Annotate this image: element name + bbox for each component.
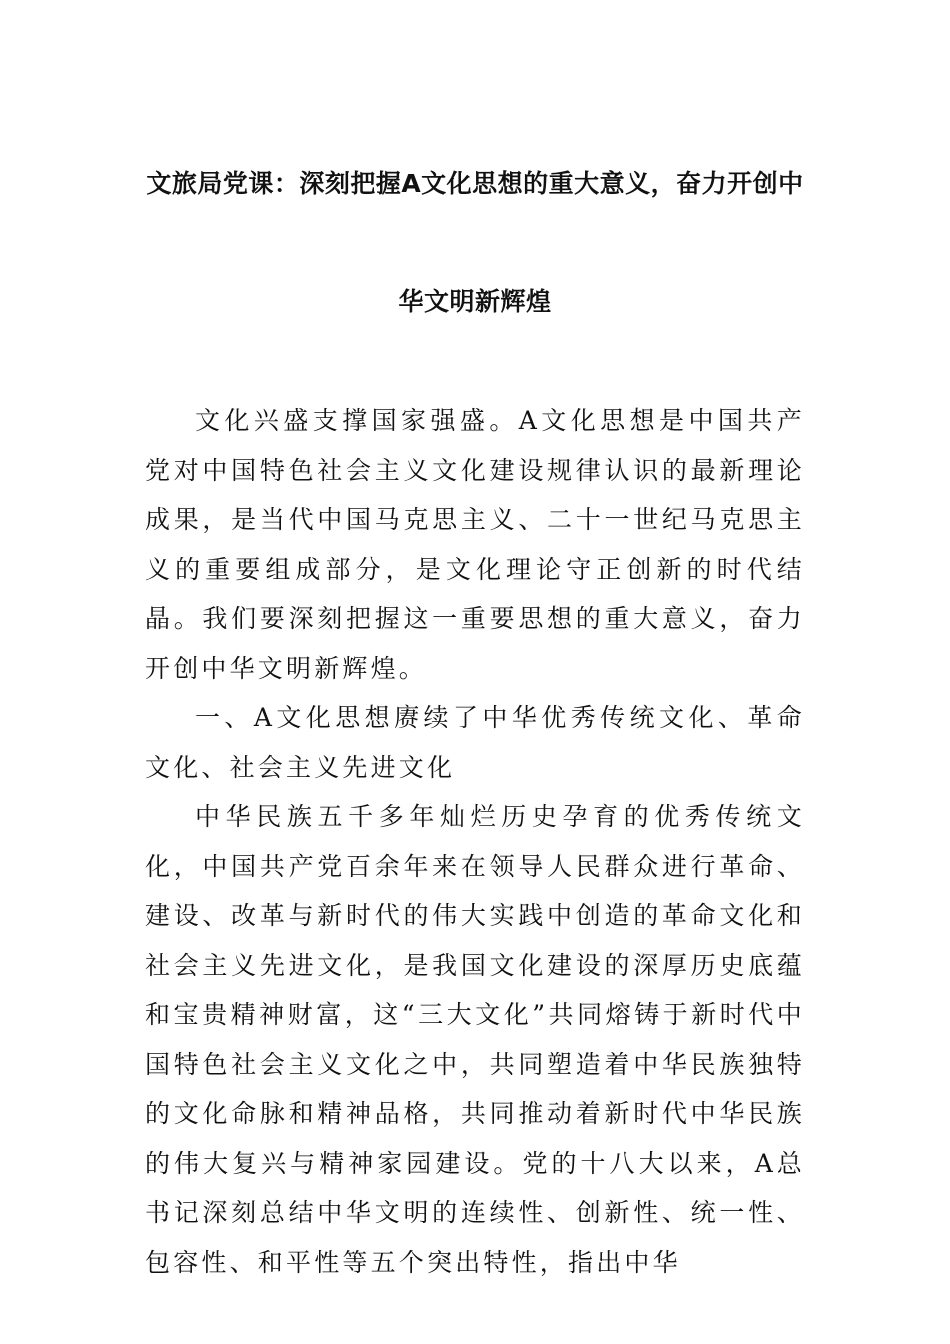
body-paragraph: 中华民族五千多年灿烂历史孕育的优秀传统文化，中国共产党百余年来在领导人民群众进行革命、建设、改革与新时代的伟大实践中创造的革命文化和社会主义先进文化，是我国文化建设的深厚历史底蕴和宝贵精神财富，这“三大文化”共同熔铸于新时代中国特色社会主义文化之中，共同塑造着中华民族独特的文化命脉和精神品格，共同推动着新时代中华民族的伟大复兴与精神家园建设。党的十八大以来，A总书记深刻总结中华文明的连续性、创新性、统一性、包容性、和平性等五个突出特性，指出中华: [145, 802, 805, 1277]
document-title-line-1: 文旅局党课：深刻把握A文化思想的重大意义，奋力开创中: [146, 169, 804, 198]
document-title-line-2: 华文明新辉煌: [398, 287, 552, 316]
intro-paragraph: 文化兴盛支撑国家强盛。A文化思想是中国共产党对中国特色社会主义文化建设规律认识的最新理论成果，是当代中国马克思主义、二十一世纪马克思主义的重要组成部分，是文化理论守正创新的时代结晶。我们要深刻把握这一重要思想的重大意义，奋力开创中华文明新辉煌。: [145, 406, 805, 683]
section-heading-1: 一、A文化思想赓续了中华优秀传统文化、革命文化、社会主义先进文化: [145, 703, 805, 782]
document-body: [145, 396, 805, 1287]
